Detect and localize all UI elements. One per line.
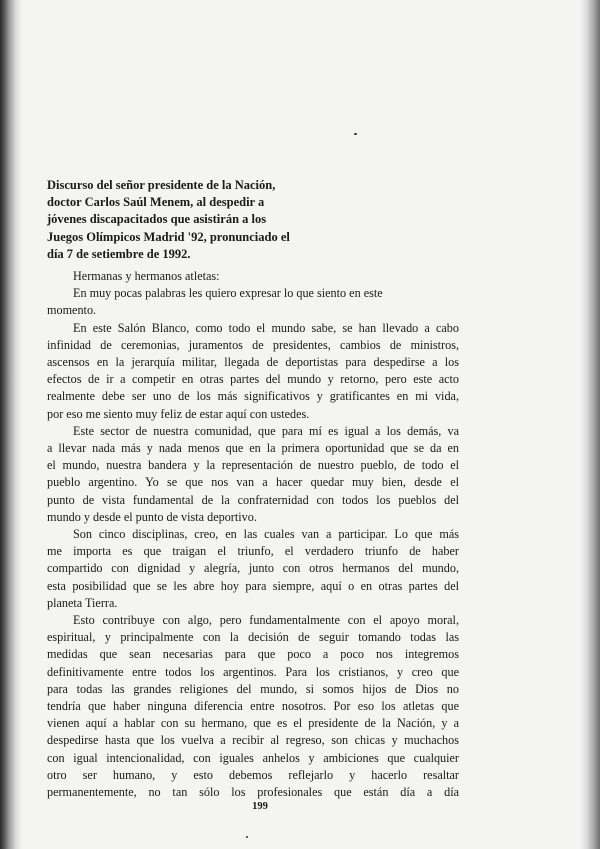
body-line: esta posibilidad que se les abre hoy para siempre, aquí o en otras partes del xyxy=(47,578,459,593)
body-line: mundo y desde el punto de vista deportivo. xyxy=(47,509,257,524)
body-line: me importa es que traigan el triunfo, el verdadero triunfo de haber xyxy=(47,544,459,559)
speech-title xyxy=(47,177,347,263)
body-line: Este sector de nuestra comunidad, que para mí es igual a los demás, va xyxy=(73,423,459,438)
title-line: jóvenes discapacitados que asistirán a los xyxy=(47,212,267,227)
body-line: despedirse hasta que los vuelva a recibir al regreso, son chicas y muchachos xyxy=(47,733,459,748)
title-line: día 7 de setiembre de 1992. xyxy=(47,246,191,261)
scan-speck xyxy=(246,836,248,838)
body-line: Son cinco disciplinas, creo, en las cuales van a participar. Lo que más xyxy=(73,527,459,542)
body-line: momento. xyxy=(47,303,97,318)
body-line: vienen aquí a hablar con su hermano, que es el presidente de la Nación, y a xyxy=(47,716,459,731)
body-line: definitivamente entre todos los argentinos. Para los cristianos, y creo que xyxy=(47,664,459,679)
body-line: infinidad de ceremonias, juramentos de presidentes, cambios de ministros, xyxy=(47,337,459,352)
body-line: tendría que haber ninguna diferencia entre nosotros. Por eso los atletas que xyxy=(47,699,459,714)
body-line: ascensos en la jerarquía militar, llegada de deportistas para despedirse a los xyxy=(47,355,459,370)
scan-speck xyxy=(354,133,357,135)
title-line: Juegos Olímpicos Madrid '92, pronunciado el xyxy=(47,229,290,244)
scan-edge-right xyxy=(580,0,600,849)
body-line: espiritual, y principalmente con la decisión de seguir tomando todas las xyxy=(47,630,459,645)
body-line: con igual intencionalidad, con iguales anhelos y ambiciones que cualquier xyxy=(47,750,459,765)
body-line: compartido con dignidad y alegría, junto con otros hermanos del mundo, xyxy=(47,561,459,576)
body-line: permanentemente, no tan sólo los profesionales que están día a día xyxy=(47,785,459,800)
body-line: planeta Tierra. xyxy=(47,595,118,610)
body-line: Esto contribuye con algo, pero fundamentalmente con el apoyo moral, xyxy=(73,613,459,628)
speech-body xyxy=(47,268,459,801)
scan-edge-left xyxy=(0,0,22,849)
body-line: otro ser humano, y esto debemos reflejarlo y hacerlo resaltar xyxy=(47,767,459,782)
body-line: En muy pocas palabras les quiero expresar lo que siento en este xyxy=(73,286,383,301)
page-number: 199 xyxy=(252,801,268,812)
body-line: Hermanas y hermanos atletas: xyxy=(73,269,220,283)
body-line: medidas que sean necesarias para que poco a poco nos integremos xyxy=(47,647,459,662)
body-line: pueblo argentino. Yo se que nos van a hacer quedar muy bien, desde el xyxy=(47,475,459,490)
body-line: el mundo, nuestra bandera y la representación de nuestro pueblo, de todo el xyxy=(47,458,459,473)
title-line: Discurso del señor presidente de la Nación, xyxy=(47,178,276,192)
body-line: efectos de ir a competir en otras partes del mundo y retorno, pero este acto xyxy=(47,372,459,387)
body-line: realmente debe ser uno de los más significativos y gratificantes en mi vida, xyxy=(47,389,459,404)
title-line: doctor Carlos Saúl Menem, al despedir a xyxy=(47,195,265,210)
body-line: por eso me siento muy feliz de estar aquí con ustedes. xyxy=(47,406,310,421)
body-line: para todas las grandes religiones del mundo, si somos hijos de Dios no xyxy=(47,681,459,696)
body-line: punto de vista fundamental de la confraternidad con todos los pueblos del xyxy=(47,492,459,507)
body-line: En este Salón Blanco, como todo el mundo sabe, se han llevado a cabo xyxy=(73,320,459,335)
body-line: a llevar nada más y nada menos que en la primera oportunidad que se da en xyxy=(47,441,459,456)
